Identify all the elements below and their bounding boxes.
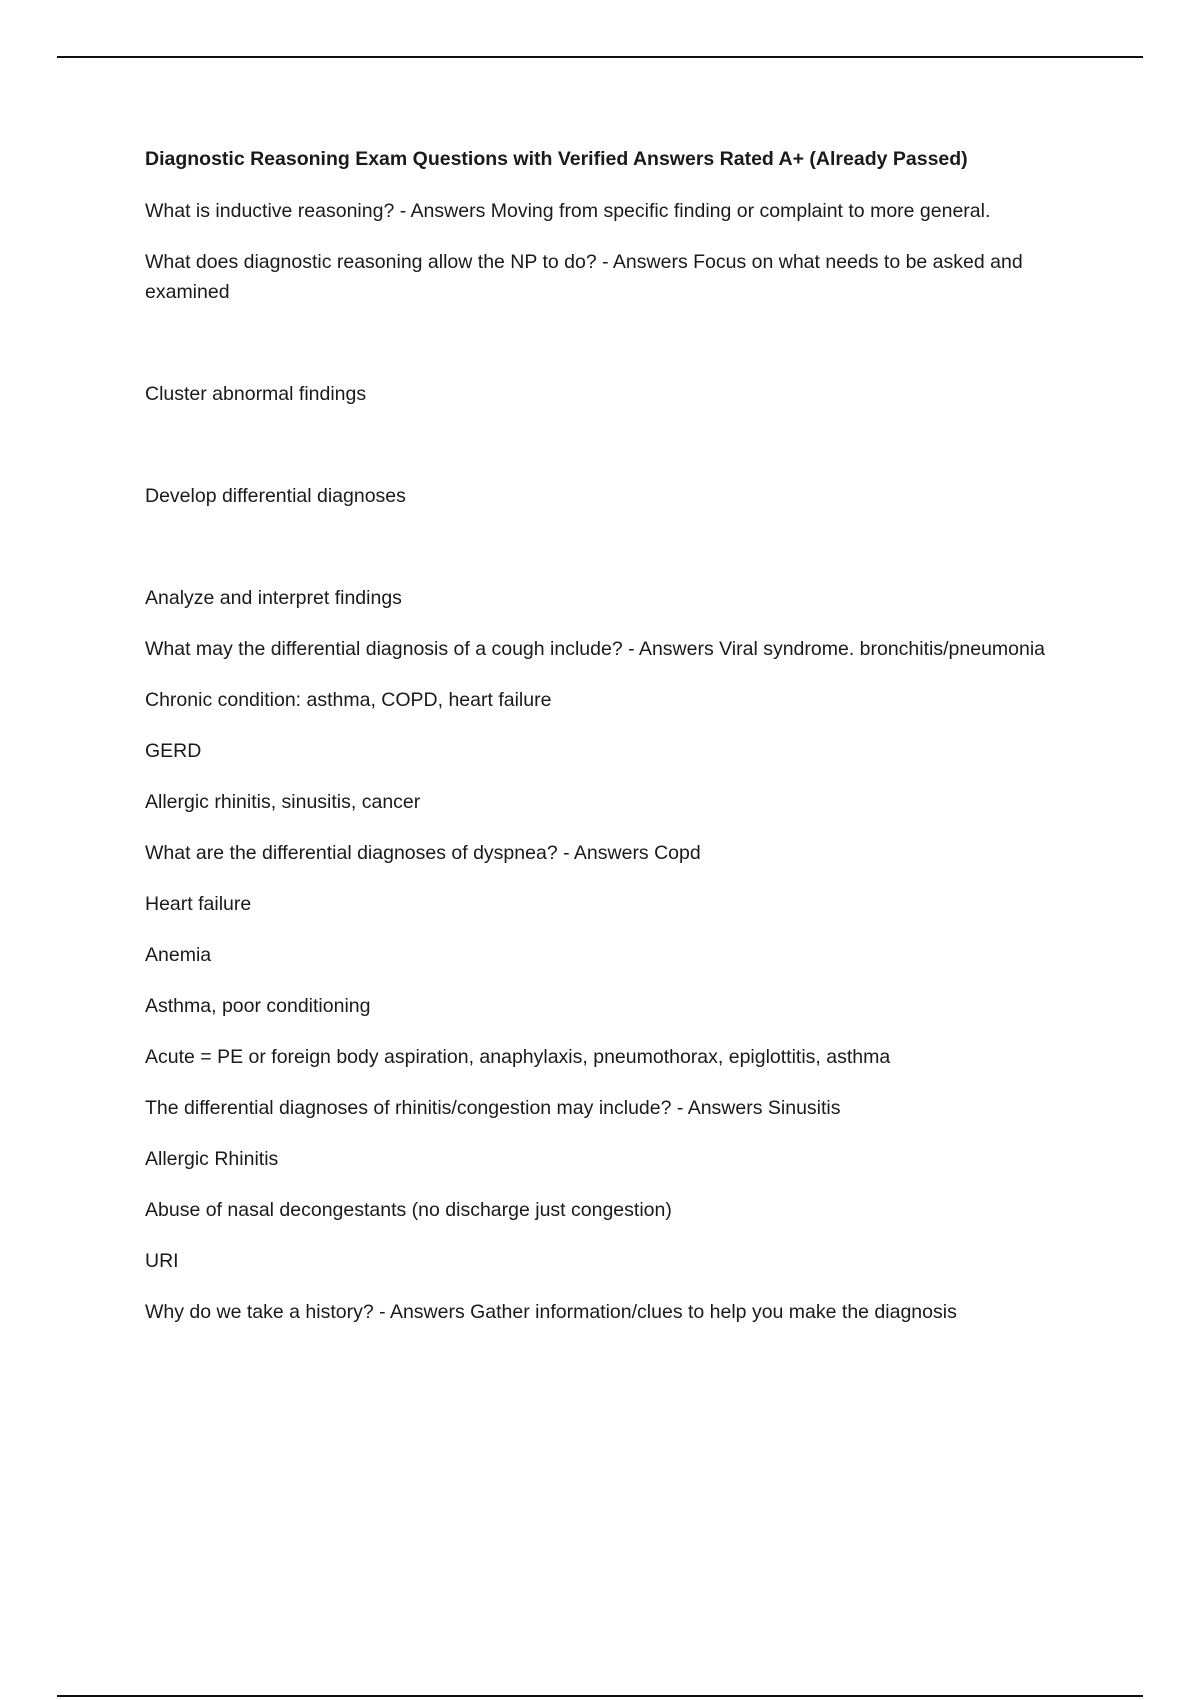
paragraph: Asthma, poor conditioning [145, 995, 371, 1017]
paragraph: Heart failure [145, 893, 252, 915]
paragraph: Cluster abnormal findings [145, 383, 367, 405]
paragraph: What may the differential diagnosis of a cough include? - Answers Viral syndrome. bronchitis/pneumonia [145, 638, 1046, 660]
paragraph: Acute = PE or foreign body aspiration, anaphylaxis, pneumothorax, epiglottitis, asthma [145, 1046, 891, 1068]
paragraph: Chronic condition: asthma, COPD, heart failure [145, 689, 552, 711]
paragraph: Develop differential diagnoses [145, 485, 406, 507]
paragraph: The differential diagnoses of rhinitis/congestion may include? - Answers Sinusitis [145, 1097, 841, 1119]
blank-line [145, 430, 1075, 481]
paragraph: GERD [145, 740, 202, 762]
paragraph: Analyze and interpret findings [145, 587, 402, 609]
paragraph: Anemia [145, 944, 212, 966]
blank-line [145, 328, 1075, 379]
paragraph: Abuse of nasal decongestants (no discharge just congestion) [145, 1199, 672, 1221]
paragraph: Allergic Rhinitis [145, 1148, 279, 1170]
blank-line [145, 532, 1075, 583]
document-body [145, 144, 1075, 1348]
paragraph: What is inductive reasoning? - Answers Moving from specific finding or complaint to more general. [145, 200, 991, 222]
paragraph: URI [145, 1250, 179, 1272]
paragraph: Why do we take a history? - Answers Gather information/clues to help you make the diagnosis [145, 1301, 957, 1323]
footer-rule [57, 1695, 1143, 1697]
header-rule [57, 56, 1143, 58]
paragraph: Allergic rhinitis, sinusitis, cancer [145, 791, 421, 813]
document-title: Diagnostic Reasoning Exam Questions with Verified Answers Rated A+ (Already Passed) [145, 148, 968, 170]
paragraph: What does diagnostic reasoning allow the NP to do? - Answers Focus on what needs to be asked and examined [145, 251, 1023, 303]
paragraph: What are the differential diagnoses of dyspnea? - Answers Copd [145, 842, 701, 864]
